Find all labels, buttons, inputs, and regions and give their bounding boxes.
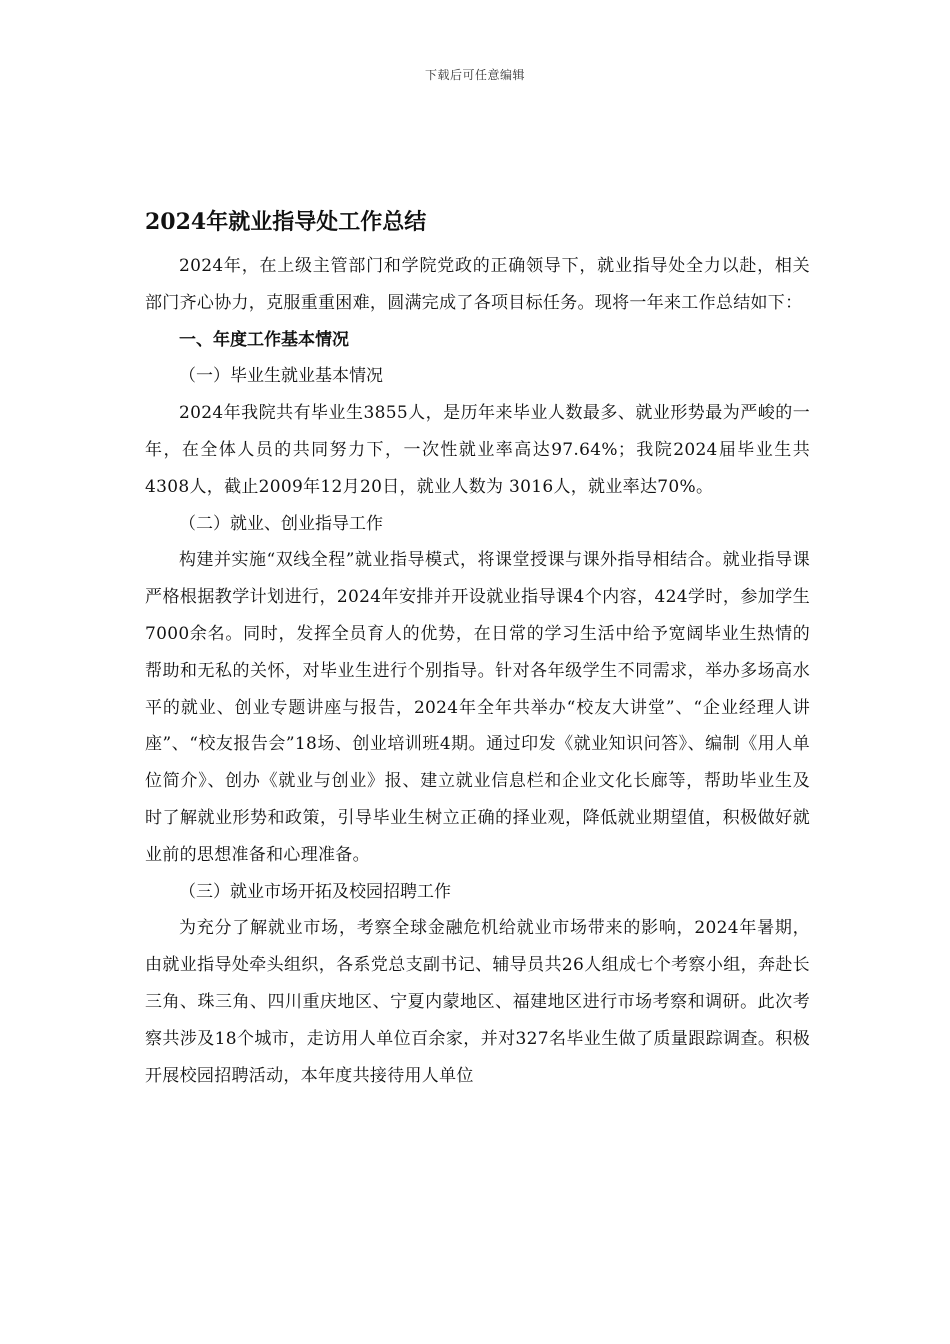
subsection-heading-2: （二）就业、创业指导工作	[179, 513, 383, 534]
section-heading-1: 一、年度工作基本情况	[179, 329, 349, 350]
document-title: 2024年就业指导处工作总结	[145, 209, 427, 235]
subsection-paragraph-1: 2024年我院共有毕业生3855人，是历年来毕业人数最多、就业形势最为严峻的一年，在全体人员的共同努力下，一次性就业率高达97.64%；我院2024届毕业生共4308人，截止2009年12月20日，就业人数为 3016人，就业率达70%。	[145, 403, 810, 497]
intro-paragraph: 2024年，在上级主管部门和学院党政的正确领导下，就业指导处全力以赴，相关部门齐心协力，克服重重困难，圆满完成了各项目标任务。现将一年来工作总结如下：	[145, 256, 810, 313]
subsection-heading-3: （三）就业市场开拓及校园招聘工作	[179, 881, 451, 902]
subsection-paragraph-3: 为充分了解就业市场，考察全球金融危机给就业市场带来的影响，2024年暑期，由就业指导处牵头组织，各系党总支副书记、辅导员共26人组成七个考察小组，奔赴长三角、珠三角、四川重庆地区、宁夏内蒙地区、福建地区进行市场考察和调研。此次考察共涉及18个城市，走访用人单位百余家，并对327名毕业生做了质量跟踪调查。积极开展校园招聘活动，本年度共接待用人单位	[145, 918, 810, 1086]
subsection-paragraph-2: 构建并实施“双线全程”就业指导模式，将课堂授课与课外指导相结合。就业指导课严格根据教学计划进行，2024年安排并开设就业指导课4个内容，424学时，参加学生7000余名。同时，发挥全员育人的优势，在日常的学习生活中给予宽阔毕业生热情的帮助和无私的关怀，对毕业生进行个别指导。针对各年级学生不同需求，举办多场高水平的就业、创业专题讲座与报告，2024年全年共举办“校友大讲堂”、“企业经理人讲座”、“校友报告会”18场、创业培训班4期。通过印发《就业知识问答》、编制《用人单位简介》、创办《就业与创业》报、建立就业信息栏和企业文化长廊等，帮助毕业生及时了解就业形势和政策，引导毕业生树立正确的择业观，降低就业期望值，积极做好就业前的思想准备和心理准备。	[145, 550, 810, 865]
header-note: 下载后可任意编辑	[424, 68, 525, 82]
document-body	[145, 204, 810, 1094]
subsection-heading-1: （一）毕业生就业基本情况	[179, 366, 383, 387]
